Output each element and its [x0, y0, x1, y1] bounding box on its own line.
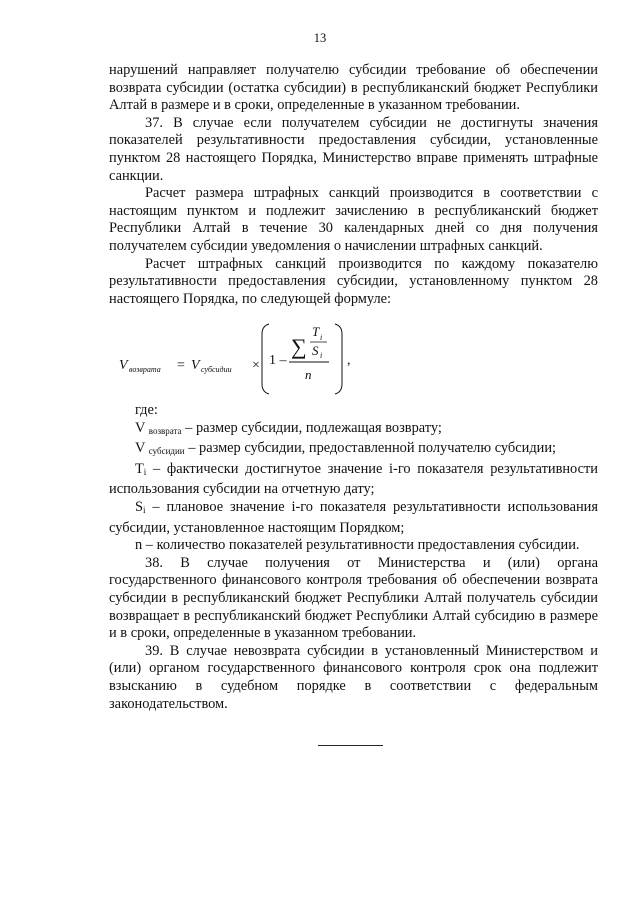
definition-v-subsidy — [109, 440, 598, 461]
paragraph-calculation-2: Расчет штрафных санкций производится по каждому показателю результативности предоставления субсидии, установленному пунктом 28 настоящего Порядка, по следующей формуле: — [109, 255, 598, 307]
symbol-v: V — [135, 419, 146, 436]
definition-t — [109, 461, 598, 499]
symbol-t-index: i — [143, 466, 147, 477]
formula-s-index: i — [320, 351, 323, 360]
formula-left-bracket — [262, 324, 269, 394]
definition-s — [109, 499, 598, 537]
page-number: 13 — [313, 31, 327, 45]
formula-n: n — [305, 367, 312, 382]
paragraph-continuation: нарушений направляет получателю субсидии требование об обеспечении возврата субсидии (остатка субсидии) в республиканский бюджет Республики Алтай в размере и в сроки, определенные в указанном требовании. — [109, 62, 598, 114]
symbol-s: S — [135, 498, 144, 515]
formula-equals: = — [177, 358, 185, 373]
definition-n: n – количество показателей результативности предоставления субсидии. — [135, 537, 580, 554]
symbol-sub-subsidy: субсидии — [148, 446, 185, 457]
symbol-sub-return: возврата — [148, 425, 182, 436]
definition-text: – размер субсидии, подлежащая возврату; — [181, 419, 442, 436]
penalty-formula — [109, 320, 598, 396]
end-rule — [318, 745, 383, 746]
symbol-v: V — [135, 440, 146, 457]
formula-sum: ∑ — [291, 334, 307, 359]
symbol-s-index: i — [143, 504, 146, 515]
formula-one-minus: 1 – — [269, 353, 287, 368]
formula-times: × — [252, 358, 260, 373]
paragraph-calculation-1: Расчет размера штрафных санкций производится в соответствии с настоящим пунктом и подлежит зачислению в республиканский бюджет Республики Алтай в течение 30 календарных дней со дня получения получателем субсидии уведомления о начислении штрафных санкций. — [109, 185, 598, 254]
definition-text: – фактически достигнутое значение i-го показателя результативности использования субсидии на отчетную дату; — [109, 460, 598, 498]
formula-t-index: i — [320, 333, 323, 342]
definition-v-return — [109, 420, 598, 441]
formula-t: T — [312, 324, 320, 339]
formula-s: S — [312, 343, 319, 358]
formula-sub-return: возврата — [129, 365, 161, 374]
formula-sub-subsidy: субсидии — [201, 365, 232, 374]
formula-v-subsidy: V — [191, 358, 200, 373]
text-bottom — [109, 402, 598, 713]
formula-comma: , — [347, 353, 351, 368]
definition-text: – плановое значение i-го показателя результативности использования субсидии, установленное настоящим Порядком; — [109, 498, 598, 536]
definition-text: – размер субсидии, предоставленной получателю субсидии; — [184, 440, 557, 457]
paragraph-39: 39. В случае невозврата субсидии в установленный Министерством и (или) органом государственного финансового контроля срок она подлежит взысканию в судебном порядке в соответствии с федеральным законодательством. — [109, 642, 598, 712]
formula-right-bracket — [335, 324, 342, 394]
text-top — [109, 62, 598, 308]
paragraph-38: 38. В случае получения от Министерства и (или) органа государственного финансового контроля требования об обеспечении возврата субсидии в республиканский бюджет Республики Алтай получатель субсидии возвращает в республиканский бюджет Республики Алтай субсидию в размере и в сроки, определенные в указанном требовании. — [109, 554, 598, 642]
where-label: где: — [135, 402, 158, 418]
formula-v-return: V — [119, 358, 128, 373]
symbol-t: T — [135, 460, 144, 477]
paragraph-37: 37. В случае если получателем субсидии не достигнуты значения показателей результативности предоставления субсидии, установленные пунктом 28 настоящего Порядка, Министерство вправе применять штрафные санкции. — [109, 114, 598, 184]
